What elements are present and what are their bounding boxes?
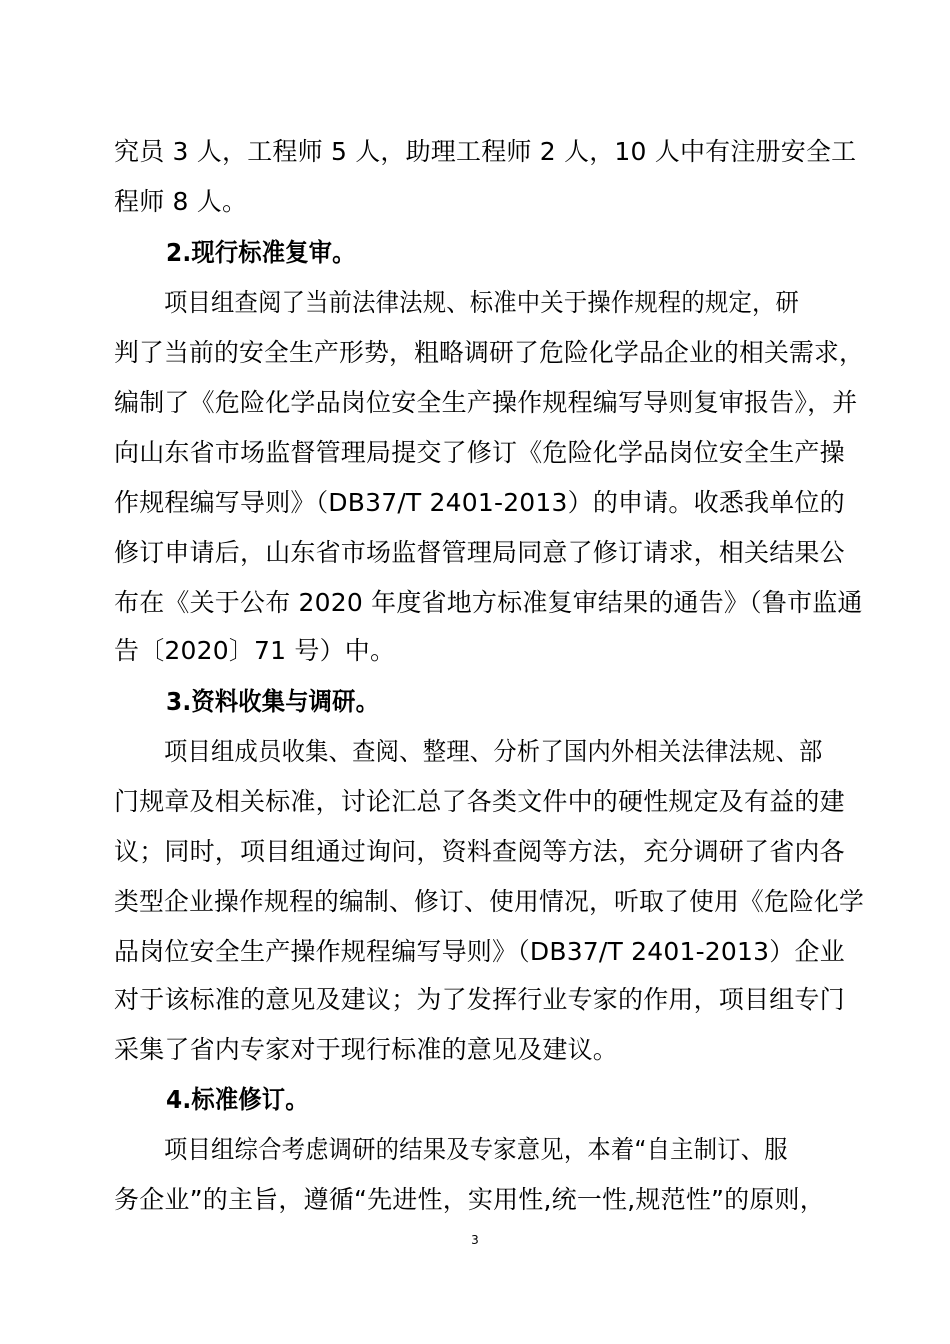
paragraph-first-line: 项目组综合考虑调研的结果及专家意见，本着“自主制订、服	[164, 1135, 788, 1164]
body-text-line: 修订申请后，山东省市场监督管理局同意了修订请求，相关结果公	[114, 538, 845, 567]
body-text-line: 门规章及相关标准，讨论汇总了各类文件中的硬性规定及有益的建	[114, 787, 845, 816]
section-heading: 4.标准修订。	[166, 1085, 309, 1114]
section-heading: 3.资料收集与调研。	[166, 687, 380, 716]
body-text-line: 究员 3 人，工程师 5 人，助理工程师 2 人，10 人中有注册安全工	[114, 137, 857, 166]
body-text-line: 判了当前的安全生产形势，粗略调研了危险化学品企业的相关需求，	[114, 338, 865, 367]
body-text-line: 品岗位安全生产操作规程编写导则》（DB37/T 2401-2013）企业	[114, 937, 845, 966]
paragraph-first-line: 项目组成员收集、查阅、整理、分析了国内外相关法律法规、部	[164, 737, 823, 766]
body-text-line: 务企业”的主旨，遵循“先进性，实用性,统一性,规范性”的原则，	[114, 1185, 825, 1214]
body-text-line: 告〔2020〕71 号）中。	[114, 636, 396, 665]
body-text-line: 作规程编写导则》（DB37/T 2401-2013）的申请。收悉我单位的	[114, 488, 845, 517]
page-number: 3	[471, 1233, 479, 1247]
body-text-line: 采集了省内专家对于现行标准的意见及建议。	[114, 1035, 619, 1064]
paragraph-first-line: 项目组查阅了当前法律法规、标准中关于操作规程的规定，研	[164, 288, 800, 317]
body-text-line: 对于该标准的意见及建议；为了发挥行业专家的作用，项目组专门	[114, 985, 845, 1014]
body-text-line: 议；同时，项目组通过询问，资料查阅等方法，充分调研了省内各	[114, 837, 845, 866]
body-text-line: 编制了《危险化学品岗位安全生产操作规程编写导则复审报告》，并	[114, 388, 858, 417]
body-text-line: 类型企业操作规程的编制、修订、使用情况，听取了使用《危险化学	[114, 887, 865, 916]
body-text-line: 程师 8 人。	[114, 187, 248, 216]
section-heading: 2.现行标准复审。	[166, 238, 356, 267]
body-text-line: 向山东省市场监督管理局提交了修订《危险化学品岗位安全生产操	[114, 438, 845, 467]
body-text-line: 布在《关于公布 2020 年度省地方标准复审结果的通告》（鲁市监通	[114, 588, 863, 617]
